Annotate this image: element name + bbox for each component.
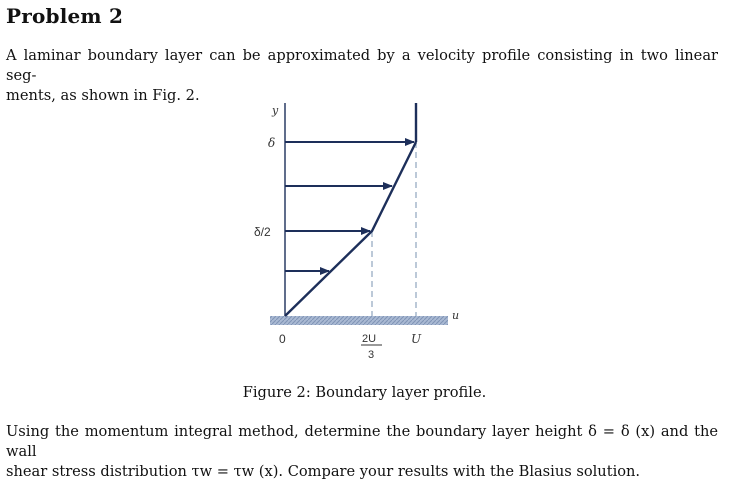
y-tick-delta: δ [268, 136, 276, 150]
wall-surface [270, 316, 448, 325]
velocity-profile-line [285, 142, 416, 316]
x-tick-two-thirds-denominator: 3 [368, 349, 375, 361]
y-tick-half-delta: δ/2 [254, 225, 271, 239]
task-line-1: Using the momentum integral method, determine the boundary layer height δ = δ (x) and the wall [6, 423, 718, 460]
intro-line-1: A laminar boundary layer can be approximated by a velocity profile consisting in two linear seg- [6, 47, 718, 84]
x-tick-zero: 0 [279, 332, 286, 346]
task-line-2: shear stress distribution τw = τw (x). Compare your results with the Blasius solution. [6, 463, 641, 480]
problem-title: Problem 2 [6, 4, 124, 28]
problem-task [6, 422, 718, 482]
figure-caption: Figure 2: Boundary layer profile. [242, 384, 487, 401]
y-axis-label: y [272, 104, 279, 117]
x-axis-label: u [452, 309, 460, 322]
x-tick-two-thirds-numerator: 2U [362, 333, 377, 345]
x-tick-U: U [411, 332, 422, 346]
intro-line-2: ments, as shown in Fig. 2. [6, 87, 200, 104]
